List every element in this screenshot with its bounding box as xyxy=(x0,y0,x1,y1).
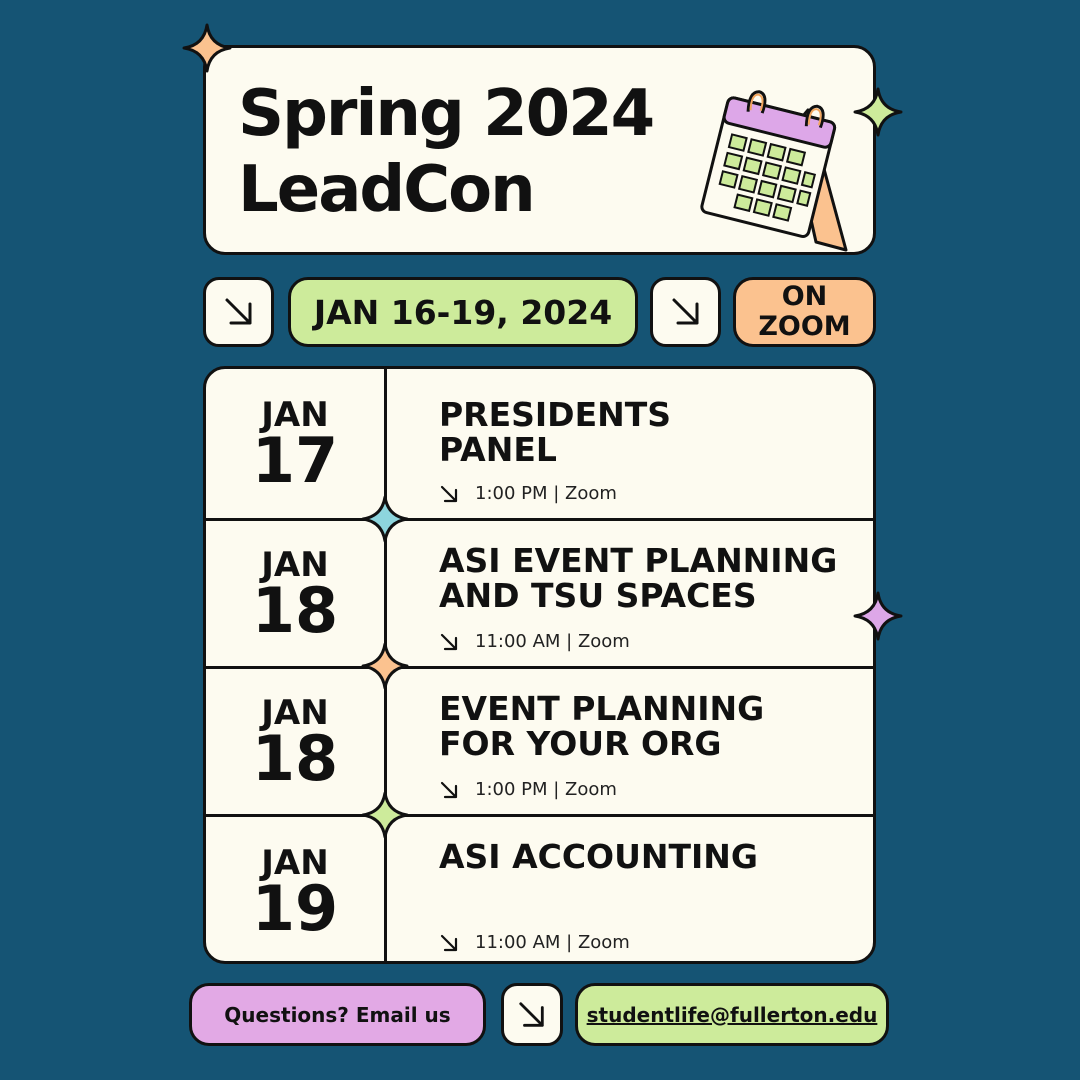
event-title: ASI ACCOUNTING xyxy=(439,837,759,876)
event-details xyxy=(439,483,617,504)
sparkle-icon xyxy=(852,590,904,642)
event-day: 18 xyxy=(251,573,339,647)
title-line-2: LeadCon xyxy=(238,153,534,227)
sparkle-icon xyxy=(181,22,233,74)
arrow-down-right-icon xyxy=(439,933,459,953)
event-day: 17 xyxy=(251,423,339,497)
event-title: ASI EVENT PLANNING AND TSU SPACES xyxy=(439,541,838,615)
arrow-down-right-icon xyxy=(223,296,255,328)
page-title xyxy=(238,76,653,228)
event-time-location: 11:00 AM | Zoom xyxy=(475,631,630,652)
sparkle-icon xyxy=(360,790,410,840)
table-row xyxy=(206,369,873,521)
event-dates-badge: JAN 16-19, 2024 xyxy=(288,277,638,347)
event-details xyxy=(439,631,630,652)
event-date xyxy=(206,369,384,518)
event-time-location: 1:00 PM | Zoom xyxy=(475,779,617,800)
questions-label: Questions? Email us xyxy=(189,983,486,1046)
sparkle-icon xyxy=(852,86,904,138)
arrow-button[interactable] xyxy=(650,277,721,347)
event-date xyxy=(206,521,384,666)
event-day: 19 xyxy=(251,872,339,945)
event-title: PRESIDENTS PANEL xyxy=(439,395,672,469)
event-month: JAN xyxy=(261,692,329,733)
table-row xyxy=(206,817,873,964)
email-link[interactable]: studentlife@fullerton.edu xyxy=(575,983,889,1046)
event-date xyxy=(206,817,384,964)
table-row xyxy=(206,521,873,669)
calendar-icon xyxy=(696,70,856,260)
arrow-down-right-icon xyxy=(439,632,459,652)
schedule-table xyxy=(203,366,876,964)
table-row xyxy=(206,669,873,817)
event-month: JAN xyxy=(261,843,329,883)
sparkle-icon xyxy=(360,494,410,544)
arrow-down-right-icon xyxy=(517,1000,547,1030)
event-details xyxy=(439,779,617,800)
arrow-button[interactable] xyxy=(501,983,563,1046)
event-day: 18 xyxy=(251,721,339,795)
event-title: EVENT PLANNING FOR YOUR ORG xyxy=(439,689,765,763)
event-time-location: 1:00 PM | Zoom xyxy=(475,483,617,504)
arrow-button[interactable] xyxy=(203,277,274,347)
event-time-location: 11:00 AM | Zoom xyxy=(475,932,630,953)
location-badge: ON ZOOM xyxy=(733,277,876,347)
arrow-down-right-icon xyxy=(670,296,702,328)
title-line-1: Spring 2024 xyxy=(238,77,654,151)
event-details xyxy=(439,932,630,953)
event-month: JAN xyxy=(261,544,329,585)
event-date xyxy=(206,669,384,814)
arrow-down-right-icon xyxy=(439,484,459,504)
title-card xyxy=(203,45,876,255)
sparkle-icon xyxy=(360,641,410,691)
event-month: JAN xyxy=(261,394,329,435)
arrow-down-right-icon xyxy=(439,780,459,800)
